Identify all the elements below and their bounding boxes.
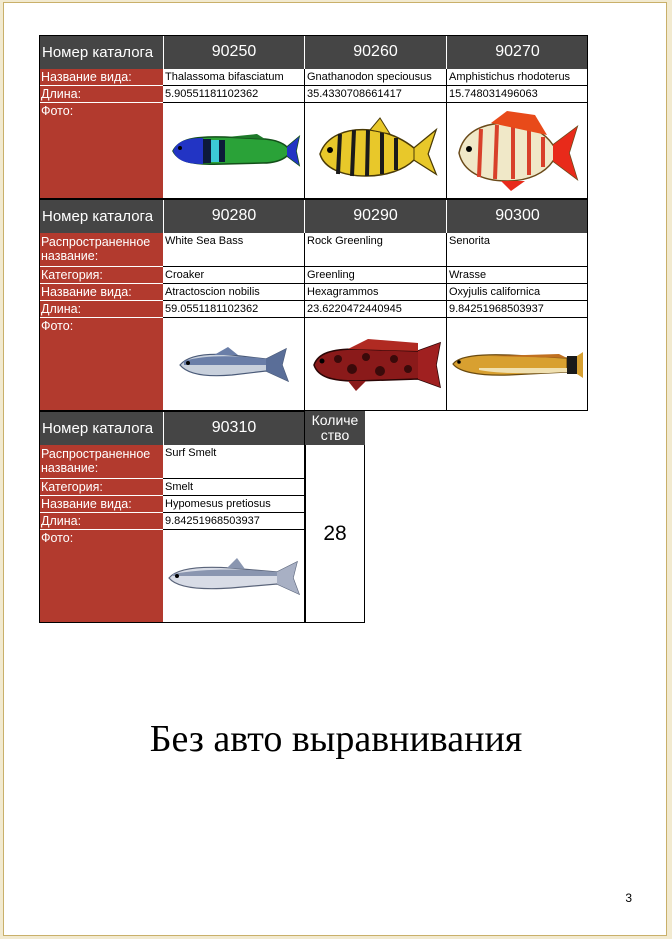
catalog-number: 90290 — [305, 199, 446, 233]
length-value: 9.84251968503937 — [163, 513, 305, 530]
count-header — [305, 411, 365, 445]
species-value: Gnathanodon speciousus — [305, 69, 447, 86]
category-value: Croaker — [163, 267, 305, 284]
photo-label: Фото: — [39, 103, 163, 199]
common-name-label: Распространенное название: — [39, 233, 163, 267]
page-caption: Без авто выравнивания — [149, 718, 523, 760]
fish-photo — [447, 318, 588, 411]
species-value: Amphistichus rhodoterus — [447, 69, 588, 86]
count-header-text: Количество — [311, 412, 359, 443]
catalog-header-label: Номер каталога — [39, 199, 163, 233]
catalog-number: 90310 — [164, 411, 304, 445]
category-value: Smelt — [163, 479, 305, 496]
length-value: 15.748031496063 — [447, 86, 588, 103]
fish-photo — [163, 530, 305, 623]
catalog-number: 90280 — [164, 199, 304, 233]
common-name-value: Surf Smelt — [163, 445, 305, 479]
length-value: 9.84251968503937 — [447, 301, 588, 318]
golden-trevally-fish-icon — [310, 116, 442, 186]
photo-label: Фото: — [39, 318, 163, 411]
category-label: Категория: — [39, 267, 163, 284]
length-value: 59.0551181102362 — [163, 301, 305, 318]
species-value: Thalassoma bifasciatum — [163, 69, 305, 86]
wrasse-green-blue-fish-icon — [165, 131, 303, 171]
catalog-number: 90250 — [164, 35, 304, 69]
fish-photo — [305, 318, 447, 411]
species-label: Название вида: — [39, 69, 163, 86]
length-label: Длина: — [39, 513, 163, 530]
catalog-block-1 — [39, 35, 588, 199]
report-page — [3, 2, 667, 936]
fish-photo — [163, 103, 305, 199]
category-value: Wrasse — [447, 267, 588, 284]
common-name-value: Rock Greenling — [305, 233, 447, 267]
catalog-block-3 — [39, 411, 365, 623]
species-label: Название вида: — [39, 284, 163, 301]
category-label: Категория: — [39, 479, 163, 496]
category-value: Greenling — [305, 267, 447, 284]
catalog-number: 90260 — [305, 35, 446, 69]
page-number: 3 — [625, 891, 632, 905]
length-label: Длина: — [39, 301, 163, 318]
senorita-fish-icon — [449, 348, 585, 382]
catalog-number: 90270 — [447, 35, 588, 69]
length-label: Длина: — [39, 86, 163, 103]
catalog-block-2 — [39, 199, 588, 411]
catalog-header-label: Номер каталога — [39, 35, 163, 69]
species-value: Atractoscion nobilis — [163, 284, 305, 301]
redtail-surfperch-fish-icon — [451, 109, 583, 193]
common-name-value: Senorita — [447, 233, 588, 267]
species-value: Hypomesus pretiosus — [163, 496, 305, 513]
catalog-number: 90300 — [447, 199, 588, 233]
white-sea-bass-fish-icon — [174, 343, 294, 387]
length-value: 5.90551181102362 — [163, 86, 305, 103]
fish-photo — [163, 318, 305, 411]
length-value: 23.6220472440945 — [305, 301, 447, 318]
common-name-label: Распространенное название: — [39, 445, 163, 479]
surf-smelt-fish-icon — [165, 556, 303, 598]
common-name-value: White Sea Bass — [163, 233, 305, 267]
rock-greenling-fish-icon — [308, 337, 444, 393]
catalog-header-label: Номер каталога — [39, 411, 163, 445]
species-value: Hexagrammos — [305, 284, 447, 301]
fish-photo — [447, 103, 588, 199]
count-value: 28 — [305, 445, 365, 623]
length-value: 35.4330708661417 — [305, 86, 447, 103]
species-value: Oxyjulis californica — [447, 284, 588, 301]
photo-label: Фото: — [39, 530, 163, 623]
species-label: Название вида: — [39, 496, 163, 513]
fish-photo — [305, 103, 447, 199]
